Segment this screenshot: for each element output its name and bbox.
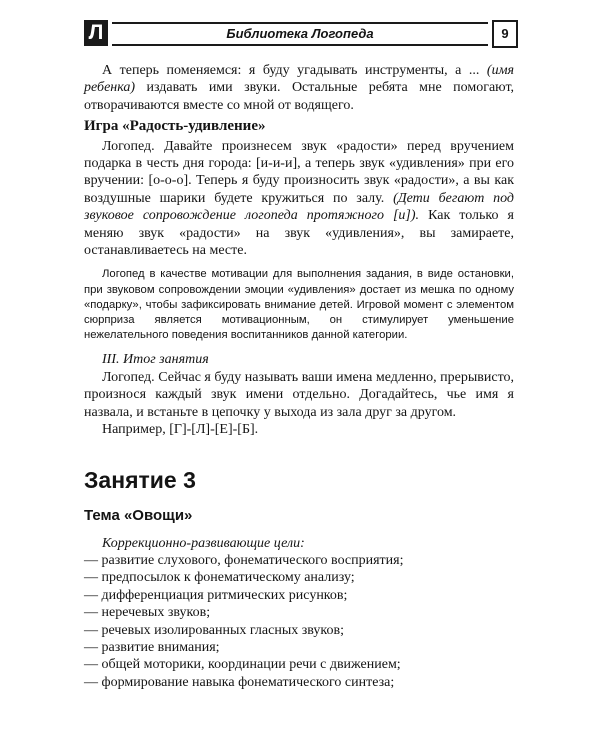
- summary-title: III. Итог занятия: [102, 352, 209, 368]
- series-logo: Л: [84, 20, 108, 46]
- series-title: Библиотека Логопеда: [112, 22, 488, 46]
- goals-list: [84, 552, 514, 691]
- intro-paragraph: [84, 62, 514, 114]
- goal-item: — формирование навыка фонематического синтеза;: [84, 674, 395, 690]
- summary-example: Например, [Г]-[Л]-[Е]-[Б].: [102, 422, 259, 438]
- intro-text-continued: издавать ими звуки. Остальные ребята мне помогают, отворачиваются вместе со мной от водящего.: [84, 80, 515, 113]
- intro-text: А теперь поменяемся: я буду угадывать инструменты, а ...: [102, 63, 480, 78]
- goals-header: Коррекционно-развивающие цели:: [102, 535, 305, 551]
- summary-text: Сейчас я буду называть ваши имена медленно, прерывисто, произнося каждый звук имени отдельно. Догадайтесь, чье имя я назвала, и встаньте в цепочку у выхода из зала друг за другом.: [84, 369, 515, 420]
- speaker-label: Логопед.: [102, 369, 155, 385]
- speaker-label: Логопед.: [102, 138, 155, 154]
- goal-item: — развитие слухового, фонематического восприятия;: [84, 552, 404, 568]
- goal-item: — неречевых звуков;: [84, 605, 211, 621]
- goal-item: — развитие внимания;: [84, 639, 220, 655]
- goal-item: — предпосылок к фонематическому анализу;: [84, 570, 355, 586]
- goal-item: — дифференциация ритмических рисунков;: [84, 587, 348, 603]
- running-header: [84, 20, 514, 48]
- page-body: [84, 62, 514, 691]
- methodical-note: Логопед в качестве мотивации для выполнения задания, в виде остановки, при звуковом сопровождении эмоции «удивления» достает из мешка по одному «подарку», чтобы зафиксировать внимание детей. Игровой момент с элементом сюрприза является мотивационным, он стимулирует уменьшение нежелательного поведения воспитанников данной категории.: [84, 268, 514, 342]
- game-italic-remark: (Дети бегают под звуковое сопровождение логопеда протяжного [и]).: [84, 190, 515, 224]
- summary-paragraph: [84, 369, 514, 421]
- game-instructions: Давайте произнесем звук «радости» перед вручением подарка в честь дня города: [и-и-и], а теперь звук «удивления» при его вручении: [о-о-о]. Теперь я буду произносить звук «радости», а вы как воздушные шарики будете кружиться по залу.: [84, 138, 515, 206]
- page-number: 9: [492, 20, 518, 48]
- theme-title: Тема «Овощи»: [84, 506, 193, 524]
- game-paragraph: [84, 138, 514, 260]
- intro-italic-remark: (имя ребенка): [84, 63, 515, 96]
- goal-item: — общей моторики, координации речи с движением;: [84, 657, 401, 673]
- goal-item: — речевых изолированных гласных звуков;: [84, 622, 344, 638]
- game-title: Игра «Радость-удивление»: [84, 118, 266, 135]
- game-instructions-continued: Как только я меняю звук «радости» на звук «удивления», вы замираете, останавливаетесь на месте.: [84, 208, 514, 259]
- lesson-title: Занятие 3: [84, 466, 196, 493]
